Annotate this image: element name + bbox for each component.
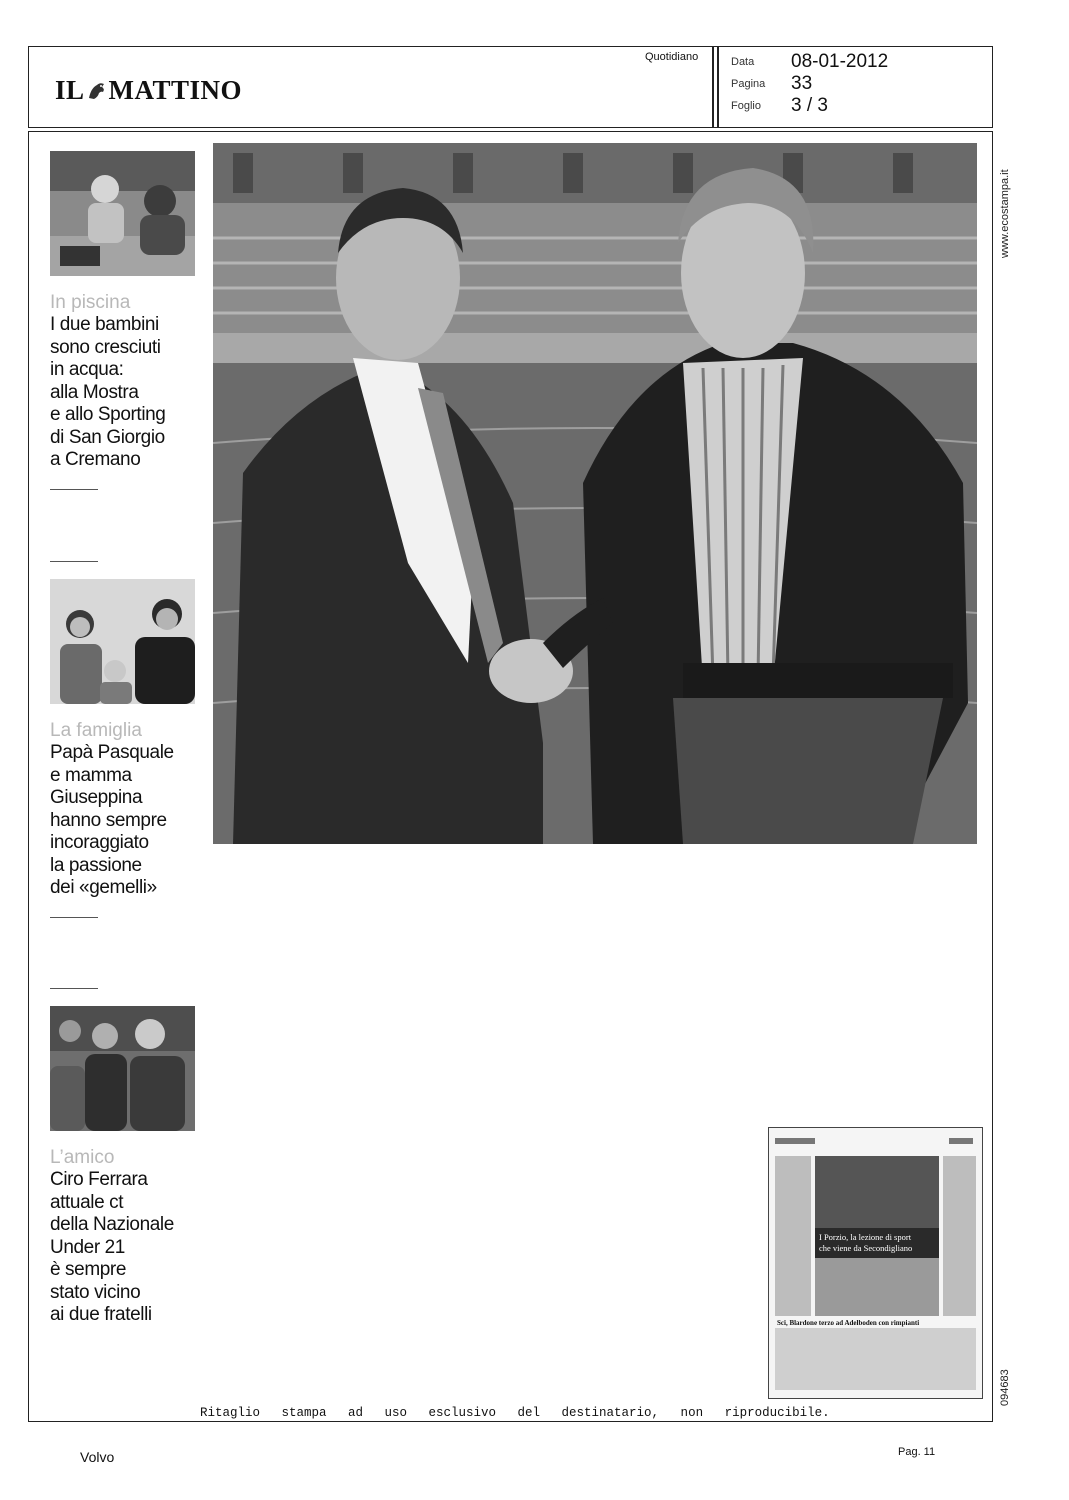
caption-title-family: La famiglia <box>50 720 142 741</box>
horse-emblem-icon <box>86 80 108 102</box>
divider-rule <box>50 561 98 562</box>
caption-text-family: Papà Pasquale e mamma Giuseppina hanno sempre incoraggiato la passione dei «gemelli» <box>50 742 174 898</box>
divider-rule <box>50 988 98 989</box>
sheet-value: 3 / 3 <box>791 95 828 116</box>
page-label: Pagina <box>731 78 766 90</box>
header-divider <box>717 47 719 127</box>
photo-swimming-children <box>50 151 195 276</box>
newspaper-logo <box>55 75 242 106</box>
masthead-box <box>28 46 993 128</box>
logo-text-left: IL <box>55 75 85 105</box>
logo-text-right: MATTINO <box>108 75 243 105</box>
publication-type: Quotidiano <box>645 51 699 63</box>
svg-text:094683: 094683 <box>999 1369 1011 1406</box>
client-name: Volvo <box>80 1449 115 1465</box>
date-label: Data <box>731 56 755 68</box>
side-code <box>990 1358 1020 1408</box>
photo-friend <box>50 1006 195 1131</box>
page-number: Pag. 11 <box>898 1446 936 1458</box>
caption-text-friend: Ciro Ferrara attuale ct della Nazionale Under 21 è sempre stato vicino ai due fratelli <box>50 1169 174 1325</box>
page-value: 33 <box>791 73 813 94</box>
side-url <box>990 150 1020 260</box>
reproduction-notice: Ritaglio stampa ad uso esclusivo del destinatario, non riproducibile. <box>200 1406 830 1420</box>
divider-rule <box>50 917 98 918</box>
photo-family <box>50 579 195 704</box>
mini-headline-2: che viene da Secondigliano <box>819 1243 913 1253</box>
caption-title-pool: In piscina <box>50 292 131 313</box>
caption-title-friend: L’amico <box>50 1147 115 1168</box>
divider-rule <box>50 489 98 490</box>
caption-text-pool: I due bambini sono cresciuti in acqua: alla Mostra e allo Sporting di San Giorgio a Cremano <box>50 314 166 470</box>
mini-page-preview <box>768 1127 983 1399</box>
main-photo-handshake <box>213 143 977 844</box>
header-divider <box>712 47 714 127</box>
mini-headline-1: I Porzio, la lezione di sport <box>819 1232 912 1242</box>
mini-headline-3: Sci, Blardone terzo ad Adelboden con rimpianti <box>777 1319 920 1327</box>
svg-text:www.ecostampa.it: www.ecostampa.it <box>999 169 1011 258</box>
sheet-label: Foglio <box>731 100 761 112</box>
date-value: 08-01-2012 <box>791 51 889 72</box>
